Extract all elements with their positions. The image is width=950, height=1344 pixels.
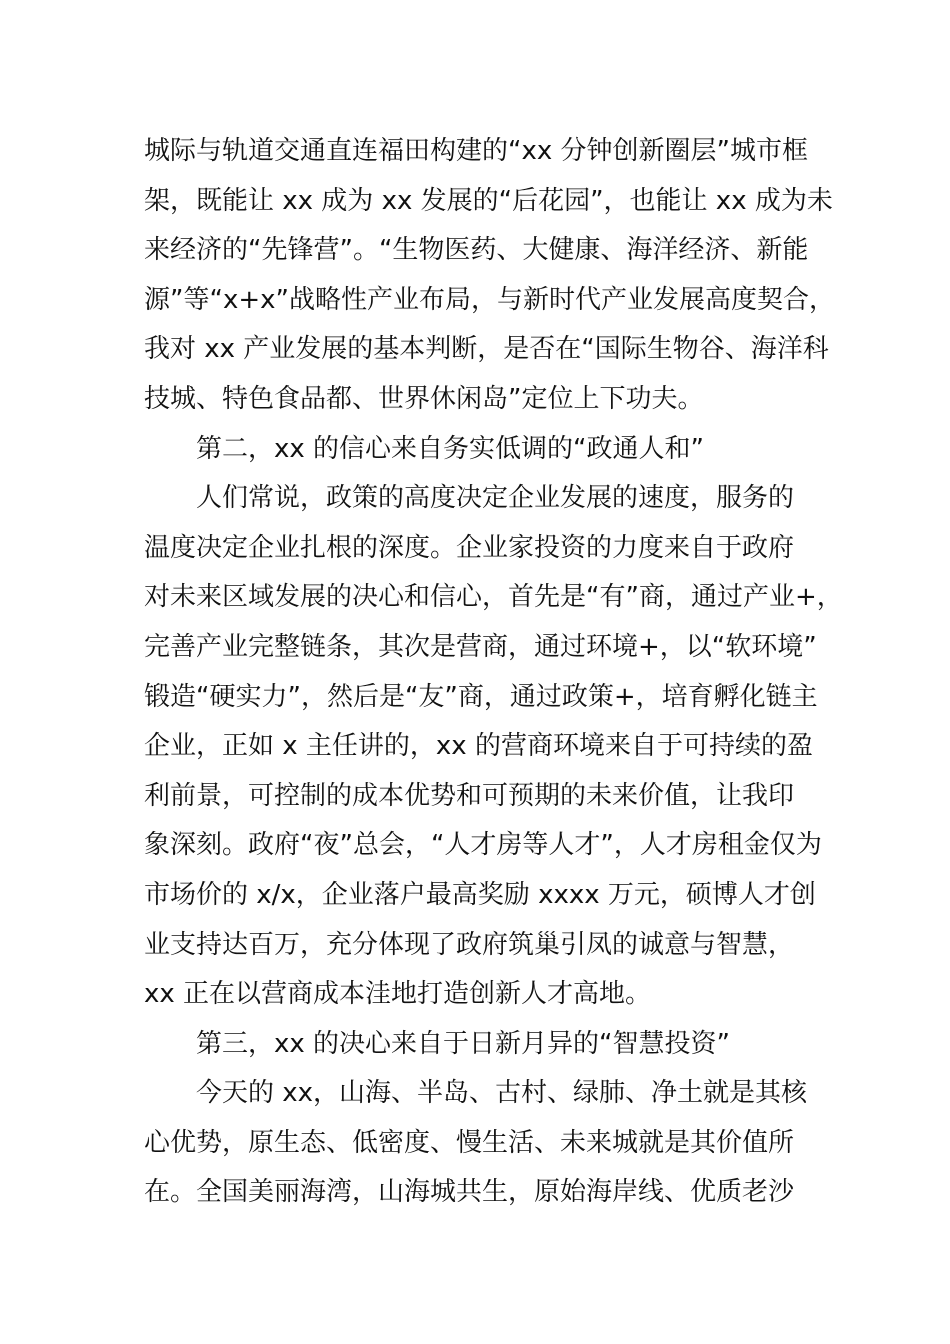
text-line: xx 正在以营商成本洼地打造创新人才高地。: [144, 979, 652, 1010]
text-line: 业支持达百万，充分体现了政府筑巢引凤的诚意与智慧，: [144, 929, 795, 960]
text-line: 城际与轨道交通直连福田构建的“xx 分钟创新圈层”城市框: [144, 136, 808, 166]
body-text: [144, 127, 844, 1218]
text-line: 今天的 xx，山海、半岛、古村、绿肺、净土就是其核: [196, 1078, 808, 1109]
section-heading-2: 第二，xx 的信心来自务实低调的“政通人和”: [196, 433, 704, 464]
text-line: 人们常说，政策的高度决定企业发展的速度，服务的: [196, 483, 795, 514]
text-line: 我对 xx 产业发展的基本判断，是否在“国际生物谷、海洋科: [144, 334, 829, 365]
text-line: 源”等“x+x”战略性产业布局，与新时代产业发展高度契合，: [144, 284, 835, 315]
text-line: 市场价的 x/x，企业落户最高奖励 xxxx 万元，硕博人才创: [144, 879, 816, 910]
text-line: 心优势，原生态、低密度、慢生活、未来城就是其价值所: [144, 1127, 795, 1158]
section-heading-3: 第三，xx 的决心来自于日新月异的“智慧投资”: [196, 1028, 730, 1059]
text-line: 在。全国美丽海湾，山海城共生，原始海岸线、优质老沙: [144, 1177, 795, 1208]
text-line: 象深刻。政府“夜”总会，“人才房等人才”，人才房租金仅为: [144, 830, 822, 861]
text-line: 架，既能让 xx 成为 xx 发展的“后花园”，也能让 xx 成为未: [144, 185, 833, 216]
text-line: 完善产业完整链条，其次是营商，通过环境+，以“软环境”: [144, 631, 817, 662]
text-line: 来经济的“先锋营”。“生物医药、大健康、海洋经济、新能: [144, 235, 809, 266]
text-line: 对未来区域发展的决心和信心，首先是“有”商，通过产业+，: [144, 582, 843, 613]
text-line: 企业，正如 x 主任讲的，xx 的营商环境来自于可持续的盈: [144, 731, 813, 762]
text-line: 技城、特色食品都、世界休闲岛”定位上下功夫。: [144, 383, 704, 414]
text-line: 锻造“硬实力”，然后是“友”商，通过政策+，培育孵化链主: [144, 681, 818, 712]
text-line: 温度决定企业扎根的深度。企业家投资的力度来自于政府: [144, 532, 795, 563]
text-line: 利前景，可控制的成本优势和可预期的未来价值，让我印: [144, 780, 795, 811]
